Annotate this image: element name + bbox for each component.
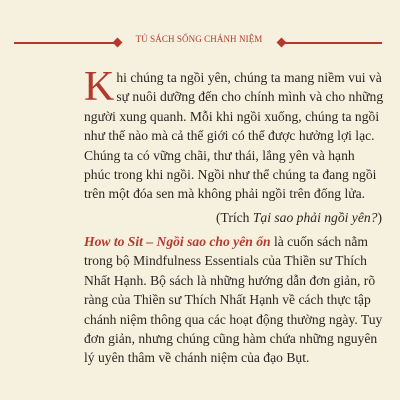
header-rule-right bbox=[282, 42, 382, 44]
excerpt-text: hi chúng ta ngồi yên, chúng ta mang niềm vui và sự nuôi dưỡng đến cho chính mình và cho những người xung quanh. Mỗi khi ngồi xuống, chúng ta ngồi như thế nào mà cả thế giới có thể được hưởng lợi lạc. Chúng ta có vững chãi, thư thái, lắng yên và hạnh phúc trong khi ngồi. Ngồi như thể chúng ta đang ngồi trên một đóa sen mà không phải ngồi trên đống lửa. bbox=[84, 70, 384, 202]
book-description bbox=[84, 232, 384, 368]
excerpt-paragraph bbox=[84, 64, 384, 204]
diamond-ornament-left bbox=[113, 38, 123, 48]
drop-cap: K bbox=[84, 64, 115, 110]
citation-title: Tại sao phải ngồi yên? bbox=[252, 210, 378, 225]
citation bbox=[84, 210, 382, 226]
description-text: là cuốn sách nằm trong bộ Mindfulness Essentials của Thiền sư Thích Nhất Hạnh. Bộ sách là những hướng dẫn đơn giản, rõ ràng của Thiền sư Thích Nhất Hạnh về cách thực tập chánh niệm thông qua các hoạt động thường ngày. Tuy đơn giản, nhưng chúng cũng hàm chứa những nguyên lý uyên thâm về chánh niệm của đạo Bụt. bbox=[84, 234, 383, 366]
book-title: How to Sit – Ngồi sao cho yên ổn bbox=[84, 234, 271, 249]
citation-prefix: (Trích bbox=[215, 210, 253, 225]
header-rule-left bbox=[14, 42, 118, 44]
citation-suffix: ) bbox=[377, 210, 382, 225]
series-title: TỦ SÁCH SỐNG CHÁNH NIỆM bbox=[135, 34, 263, 44]
series-header bbox=[0, 25, 400, 55]
